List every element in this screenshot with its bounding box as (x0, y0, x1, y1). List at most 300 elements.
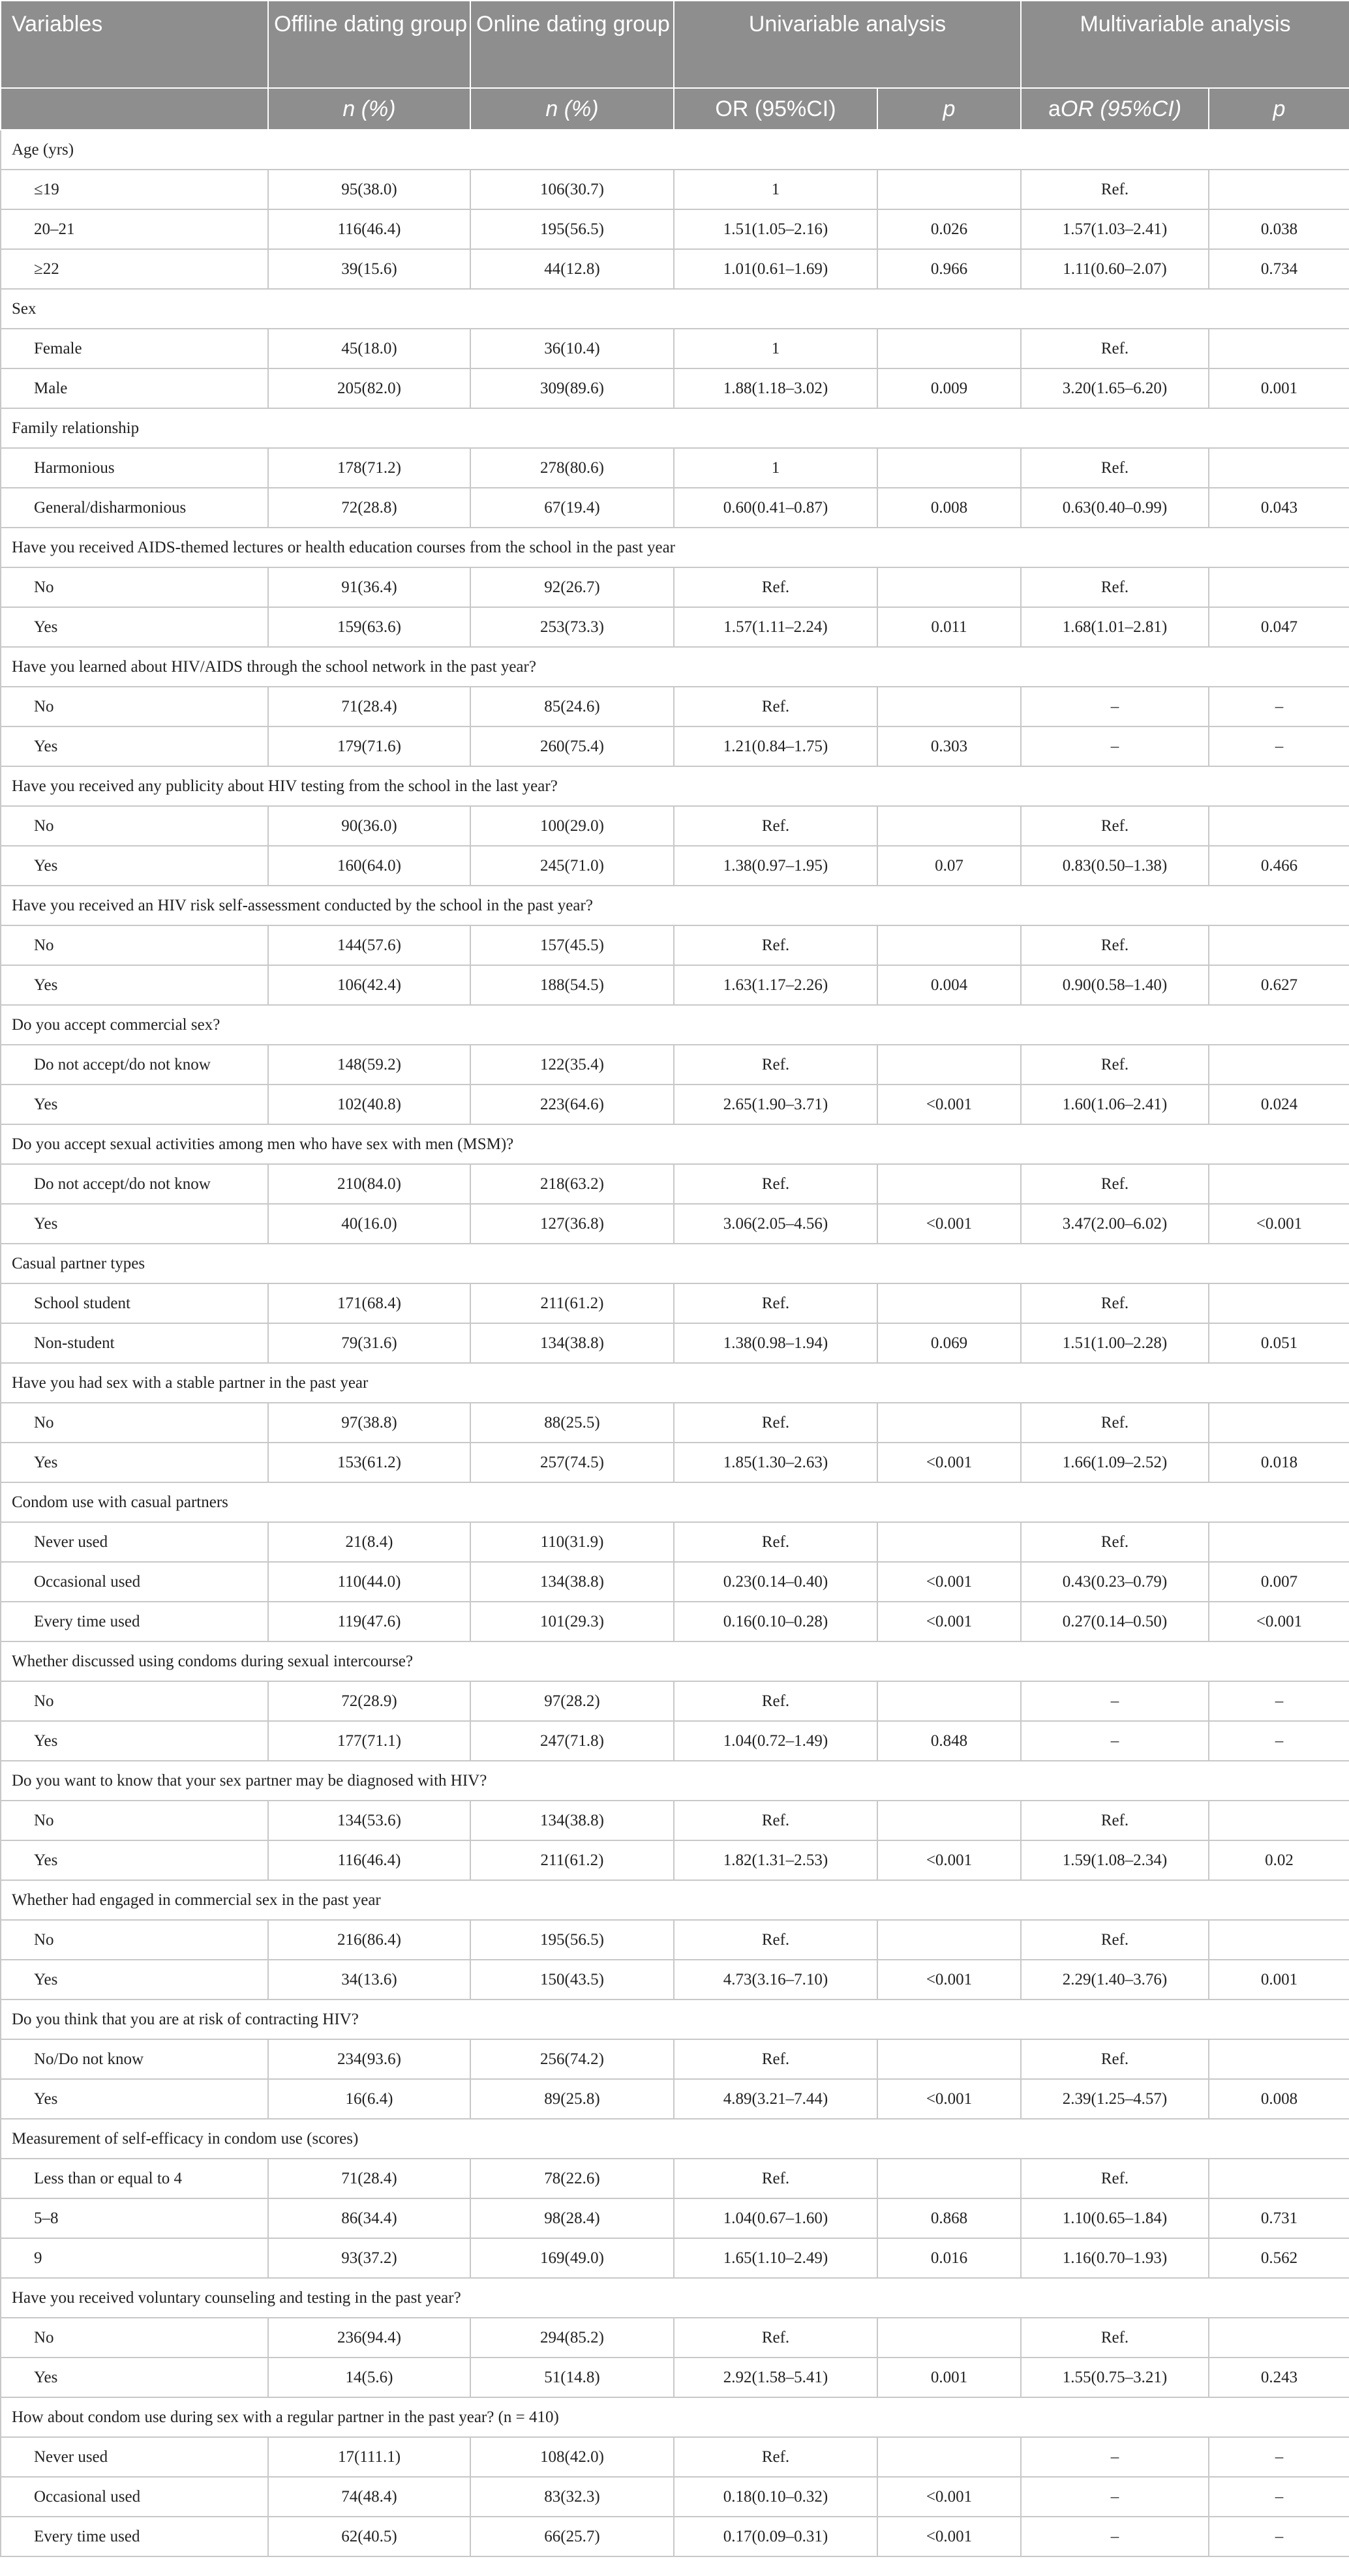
section-header-row (1, 1244, 1349, 1283)
aor-ci-cell: Ref. (1021, 806, 1209, 846)
or-ci-cell: 1.21(0.84–1.75) (674, 726, 877, 766)
header-offline-group: Offline dating group (268, 1, 470, 88)
aor-ci-cell: Ref. (1021, 2159, 1209, 2198)
section-title: Do you accept commercial sex? (1, 1005, 1349, 1045)
univariable-p-cell: 0.848 (877, 1721, 1021, 1761)
offline-n-pct-cell: 148(59.2) (268, 1045, 470, 1085)
or-ci-cell: Ref. (674, 1681, 877, 1721)
univariable-p-cell (877, 1681, 1021, 1721)
multivariable-p-cell (1209, 170, 1349, 209)
aor-ci-cell: Ref. (1021, 1801, 1209, 1840)
online-n-pct-cell: 100(29.0) (470, 806, 674, 846)
offline-n-pct-cell: 216(86.4) (268, 1920, 470, 1960)
aor-ci-cell: 0.63(0.40–0.99) (1021, 488, 1209, 528)
or-ci-cell: Ref. (674, 1164, 877, 1204)
offline-n-pct-cell: 116(46.4) (268, 1840, 470, 1880)
univariable-p-cell: 0.001 (877, 2358, 1021, 2397)
aor-ci-cell: 2.29(1.40–3.76) (1021, 1960, 1209, 1999)
univariable-p-cell: 0.868 (877, 2198, 1021, 2238)
category-label-cell: ≥22 (1, 249, 268, 289)
online-n-pct-cell: 122(35.4) (470, 1045, 674, 1085)
or-ci-cell: 1.63(1.17–2.26) (674, 965, 877, 1005)
or-ci-cell: 1.65(1.10–2.49) (674, 2238, 877, 2278)
table-row (1, 1085, 1349, 1124)
category-label-cell: Do not accept/do not know (1, 1045, 268, 1085)
aor-ci-cell: 1.16(0.70–1.93) (1021, 2238, 1209, 2278)
multivariable-p-cell: 0.043 (1209, 488, 1349, 528)
univariable-p-cell: <0.001 (877, 1840, 1021, 1880)
offline-n-pct-cell: 40(16.0) (268, 1204, 470, 1244)
section-header-row (1, 1880, 1349, 1920)
univariable-p-cell (877, 2437, 1021, 2477)
offline-n-pct-cell: 236(94.4) (268, 2318, 470, 2358)
section-header-row (1, 1124, 1349, 1164)
category-label-cell: Yes (1, 1204, 268, 1244)
category-label-cell: No (1, 567, 268, 607)
table-row (1, 567, 1349, 607)
online-n-pct-cell: 211(61.2) (470, 1840, 674, 1880)
table-row (1, 1323, 1349, 1363)
or-ci-cell: Ref. (674, 2318, 877, 2358)
table-row (1, 170, 1349, 209)
or-ci-cell: 1.51(1.05–2.16) (674, 209, 877, 249)
multivariable-p-cell (1209, 1920, 1349, 1960)
section-header-row (1, 408, 1349, 448)
table-header (1, 1, 1349, 130)
multivariable-p-cell (1209, 567, 1349, 607)
category-label-cell: School student (1, 1283, 268, 1323)
univariable-p-cell (877, 687, 1021, 726)
or-ci-cell: 1.82(1.31–2.53) (674, 1840, 877, 1880)
table-row (1, 846, 1349, 886)
section-title: Have you received voluntary counseling and testing in the past year? (1, 2278, 1349, 2318)
or-ci-cell: 1 (674, 329, 877, 368)
category-label-cell: Yes (1, 846, 268, 886)
offline-n-pct-cell: 106(42.4) (268, 965, 470, 1005)
offline-n-pct-cell: 62(40.5) (268, 2517, 470, 2556)
multivariable-p-cell: 0.018 (1209, 1443, 1349, 1482)
category-label-cell: Yes (1, 1721, 268, 1761)
section-header-row (1, 289, 1349, 329)
or-ci-cell: 1.01(0.61–1.69) (674, 249, 877, 289)
multivariable-p-cell (1209, 1522, 1349, 1562)
online-n-pct-cell: 67(19.4) (470, 488, 674, 528)
table-row (1, 607, 1349, 647)
univariable-p-cell (877, 2039, 1021, 2079)
univariable-p-cell: <0.001 (877, 1085, 1021, 1124)
offline-n-pct-cell: 144(57.6) (268, 925, 470, 965)
header-online-n-pct: n (%) (470, 88, 674, 130)
or-ci-cell: 1.04(0.67–1.60) (674, 2198, 877, 2238)
multivariable-p-cell: – (1209, 1681, 1349, 1721)
table-row (1, 2318, 1349, 2358)
table-row (1, 1045, 1349, 1085)
offline-n-pct-cell: 102(40.8) (268, 1085, 470, 1124)
univariable-p-cell (877, 567, 1021, 607)
table-row (1, 726, 1349, 766)
aor-ci-cell: Ref. (1021, 567, 1209, 607)
header-variables: Variables (1, 1, 268, 88)
table-row (1, 2079, 1349, 2119)
table-row (1, 448, 1349, 488)
univariable-p-cell (877, 329, 1021, 368)
online-n-pct-cell: 83(32.3) (470, 2477, 674, 2517)
or-ci-cell: Ref. (674, 2039, 877, 2079)
or-ci-cell: 1.85(1.30–2.63) (674, 1443, 877, 1482)
aor-ci-cell: Ref. (1021, 1164, 1209, 1204)
table-row (1, 2437, 1349, 2477)
aor-ci-cell: Ref. (1021, 170, 1209, 209)
online-n-pct-cell: 97(28.2) (470, 1681, 674, 1721)
category-label-cell: Male (1, 368, 268, 408)
offline-n-pct-cell: 171(68.4) (268, 1283, 470, 1323)
table-row (1, 488, 1349, 528)
header-offline-n-pct: n (%) (268, 88, 470, 130)
section-title: Measurement of self-efficacy in condom use (scores) (1, 2119, 1349, 2159)
univariable-p-cell (877, 806, 1021, 846)
online-n-pct-cell: 134(38.8) (470, 1562, 674, 1602)
table-row (1, 806, 1349, 846)
table-row (1, 1801, 1349, 1840)
section-title: Have you received an HIV risk self-assessment conducted by the school in the past year? (1, 886, 1349, 925)
aor-ci-cell: 1.66(1.09–2.52) (1021, 1443, 1209, 1482)
aor-ci-cell: Ref. (1021, 1283, 1209, 1323)
aor-ci-cell: – (1021, 687, 1209, 726)
or-ci-cell: 1.57(1.11–2.24) (674, 607, 877, 647)
online-n-pct-cell: 78(22.6) (470, 2159, 674, 2198)
online-n-pct-cell: 66(25.7) (470, 2517, 674, 2556)
aor-ci-cell: 1.59(1.08–2.34) (1021, 1840, 1209, 1880)
aor-ci-cell: 0.43(0.23–0.79) (1021, 1562, 1209, 1602)
multivariable-p-cell: – (1209, 687, 1349, 726)
univariable-p-cell: 0.07 (877, 846, 1021, 886)
category-label-cell: No (1, 1801, 268, 1840)
category-label-cell: No (1, 2318, 268, 2358)
online-n-pct-cell: 150(43.5) (470, 1960, 674, 1999)
category-label-cell: No/Do not know (1, 2039, 268, 2079)
univariable-p-cell: <0.001 (877, 1443, 1021, 1482)
online-n-pct-cell: 157(45.5) (470, 925, 674, 965)
univariable-p-cell (877, 2318, 1021, 2358)
online-n-pct-cell: 257(74.5) (470, 1443, 674, 1482)
table-row (1, 209, 1349, 249)
section-title: Age (yrs) (1, 130, 1349, 170)
univariable-p-cell (877, 925, 1021, 965)
table-row (1, 1443, 1349, 1482)
multivariable-p-cell: – (1209, 1721, 1349, 1761)
table-row (1, 2517, 1349, 2556)
multivariable-p-cell: – (1209, 2517, 1349, 2556)
offline-n-pct-cell: 153(61.2) (268, 1443, 470, 1482)
section-header-row (1, 886, 1349, 925)
online-n-pct-cell: 245(71.0) (470, 846, 674, 886)
multivariable-p-cell: 0.627 (1209, 965, 1349, 1005)
offline-n-pct-cell: 45(18.0) (268, 329, 470, 368)
section-title: Whether had engaged in commercial sex in the past year (1, 1880, 1349, 1920)
multivariable-p-cell (1209, 1403, 1349, 1443)
multivariable-p-cell: 0.001 (1209, 368, 1349, 408)
or-ci-cell: Ref. (674, 567, 877, 607)
online-n-pct-cell: 211(61.2) (470, 1283, 674, 1323)
univariable-p-cell: <0.001 (877, 1960, 1021, 1999)
or-ci-cell: 0.16(0.10–0.28) (674, 1602, 877, 1641)
multivariable-p-cell (1209, 925, 1349, 965)
offline-n-pct-cell: 17(111.1) (268, 2437, 470, 2477)
univariable-p-cell (877, 1403, 1021, 1443)
table-row (1, 925, 1349, 965)
offline-n-pct-cell: 16(6.4) (268, 2079, 470, 2119)
offline-n-pct-cell: 86(34.4) (268, 2198, 470, 2238)
offline-n-pct-cell: 159(63.6) (268, 607, 470, 647)
table-row (1, 1960, 1349, 1999)
aor-ci-cell: Ref. (1021, 1522, 1209, 1562)
univariable-p-cell: 0.011 (877, 607, 1021, 647)
aor-ci-cell: Ref. (1021, 925, 1209, 965)
univariable-p-cell: <0.001 (877, 1562, 1021, 1602)
table-row (1, 2039, 1349, 2079)
offline-n-pct-cell: 134(53.6) (268, 1801, 470, 1840)
section-header-row (1, 1761, 1349, 1801)
offline-n-pct-cell: 14(5.6) (268, 2358, 470, 2397)
online-n-pct-cell: 127(36.8) (470, 1204, 674, 1244)
category-label-cell: Less than or equal to 4 (1, 2159, 268, 2198)
offline-n-pct-cell: 97(38.8) (268, 1403, 470, 1443)
aor-ci-cell: 1.11(0.60–2.07) (1021, 249, 1209, 289)
category-label-cell: Non-student (1, 1323, 268, 1363)
multivariable-p-cell (1209, 2159, 1349, 2198)
univariable-p-cell: 0.026 (877, 209, 1021, 249)
header-multivariable: Multivariable analysis (1021, 1, 1349, 88)
univariable-p-cell (877, 1522, 1021, 1562)
online-n-pct-cell: 247(71.8) (470, 1721, 674, 1761)
section-title: Sex (1, 289, 1349, 329)
header-multivariable-p: p (1209, 88, 1349, 130)
table-row (1, 2238, 1349, 2278)
univariable-p-cell (877, 2159, 1021, 2198)
univariable-p-cell (877, 1164, 1021, 1204)
section-header-row (1, 766, 1349, 806)
or-ci-cell: Ref. (674, 2437, 877, 2477)
multivariable-p-cell: 0.731 (1209, 2198, 1349, 2238)
aor-ci-cell: Ref. (1021, 448, 1209, 488)
or-ci-cell: Ref. (674, 806, 877, 846)
offline-n-pct-cell: 110(44.0) (268, 1562, 470, 1602)
multivariable-p-cell (1209, 329, 1349, 368)
aor-ci-cell: Ref. (1021, 1403, 1209, 1443)
univariable-p-cell: <0.001 (877, 1602, 1021, 1641)
or-ci-cell: 0.18(0.10–0.32) (674, 2477, 877, 2517)
section-header-row (1, 1641, 1349, 1681)
section-header-row (1, 2278, 1349, 2318)
aor-ci-cell: – (1021, 2437, 1209, 2477)
multivariable-p-cell (1209, 1045, 1349, 1085)
aor-ci-cell: – (1021, 2517, 1209, 2556)
multivariable-p-cell: 0.051 (1209, 1323, 1349, 1363)
category-label-cell: Yes (1, 2358, 268, 2397)
section-title: Family relationship (1, 408, 1349, 448)
online-n-pct-cell: 256(74.2) (470, 2039, 674, 2079)
section-title: Have you had sex with a stable partner in the past year (1, 1363, 1349, 1403)
online-n-pct-cell: 92(26.7) (470, 567, 674, 607)
or-ci-cell: 3.06(2.05–4.56) (674, 1204, 877, 1244)
or-ci-cell: 1 (674, 448, 877, 488)
univariable-p-cell (877, 1920, 1021, 1960)
or-ci-cell: 2.65(1.90–3.71) (674, 1085, 877, 1124)
online-n-pct-cell: 309(89.6) (470, 368, 674, 408)
category-label-cell: ≤19 (1, 170, 268, 209)
or-ci-cell: Ref. (674, 925, 877, 965)
offline-n-pct-cell: 234(93.6) (268, 2039, 470, 2079)
online-n-pct-cell: 134(38.8) (470, 1801, 674, 1840)
aor-ci-cell: 1.10(0.65–1.84) (1021, 2198, 1209, 2238)
or-ci-cell: 4.89(3.21–7.44) (674, 2079, 877, 2119)
table-row (1, 1403, 1349, 1443)
multivariable-p-cell (1209, 2318, 1349, 2358)
aor-ci-cell: – (1021, 1721, 1209, 1761)
category-label-cell: Yes (1, 1085, 268, 1124)
section-title: Have you learned about HIV/AIDS through the school network in the past year? (1, 647, 1349, 687)
online-n-pct-cell: 36(10.4) (470, 329, 674, 368)
offline-n-pct-cell: 90(36.0) (268, 806, 470, 846)
table-row (1, 1164, 1349, 1204)
aor-ci-cell: – (1021, 2477, 1209, 2517)
online-n-pct-cell: 44(12.8) (470, 249, 674, 289)
univariable-p-cell: 0.966 (877, 249, 1021, 289)
online-n-pct-cell: 106(30.7) (470, 170, 674, 209)
or-ci-cell: Ref. (674, 1522, 877, 1562)
univariable-p-cell: 0.008 (877, 488, 1021, 528)
or-ci-cell: Ref. (674, 1403, 877, 1443)
header-aor-ci: aOR (95%CI) (1021, 88, 1209, 130)
offline-n-pct-cell: 74(48.4) (268, 2477, 470, 2517)
table-row (1, 687, 1349, 726)
aor-ci-cell: 3.47(2.00–6.02) (1021, 1204, 1209, 1244)
univariable-p-cell (877, 170, 1021, 209)
univariable-p-cell: <0.001 (877, 2517, 1021, 2556)
aor-ci-cell: Ref. (1021, 2039, 1209, 2079)
category-label-cell: Yes (1, 1960, 268, 1999)
offline-n-pct-cell: 119(47.6) (268, 1602, 470, 1641)
or-ci-cell: 0.60(0.41–0.87) (674, 488, 877, 528)
univariable-p-cell: 0.016 (877, 2238, 1021, 2278)
aor-ci-cell: 0.27(0.14–0.50) (1021, 1602, 1209, 1641)
online-n-pct-cell: 101(29.3) (470, 1602, 674, 1641)
or-ci-cell: Ref. (674, 2159, 877, 2198)
section-header-row (1, 1999, 1349, 2039)
table-row (1, 2358, 1349, 2397)
table-body (1, 130, 1349, 2556)
or-ci-cell: 4.73(3.16–7.10) (674, 1960, 877, 1999)
table-row (1, 2159, 1349, 2198)
table-row (1, 1204, 1349, 1244)
or-ci-cell: 2.92(1.58–5.41) (674, 2358, 877, 2397)
table-row (1, 1283, 1349, 1323)
multivariable-p-cell: 0.02 (1209, 1840, 1349, 1880)
offline-n-pct-cell: 178(71.2) (268, 448, 470, 488)
univariable-p-cell (877, 448, 1021, 488)
table-row (1, 249, 1349, 289)
aor-ci-cell: 2.39(1.25–4.57) (1021, 2079, 1209, 2119)
or-ci-cell: 1.04(0.72–1.49) (674, 1721, 877, 1761)
or-ci-cell: Ref. (674, 1283, 877, 1323)
category-label-cell: Do not accept/do not know (1, 1164, 268, 1204)
table-row (1, 1840, 1349, 1880)
category-label-cell: No (1, 1403, 268, 1443)
univariable-p-cell (877, 1283, 1021, 1323)
multivariable-p-cell: 0.734 (1209, 249, 1349, 289)
aor-ci-cell: – (1021, 1681, 1209, 1721)
section-header-row (1, 1005, 1349, 1045)
univariable-p-cell (877, 1045, 1021, 1085)
online-n-pct-cell: 169(49.0) (470, 2238, 674, 2278)
aor-ci-cell: Ref. (1021, 2318, 1209, 2358)
univariable-p-cell: 0.009 (877, 368, 1021, 408)
multivariable-p-cell: 0.038 (1209, 209, 1349, 249)
section-title: Do you want to know that your sex partner may be diagnosed with HIV? (1, 1761, 1349, 1801)
multivariable-p-cell (1209, 1283, 1349, 1323)
section-header-row (1, 647, 1349, 687)
online-n-pct-cell: 188(54.5) (470, 965, 674, 1005)
section-title: Casual partner types (1, 1244, 1349, 1283)
online-n-pct-cell: 98(28.4) (470, 2198, 674, 2238)
table-row (1, 1920, 1349, 1960)
multivariable-p-cell: 0.001 (1209, 1960, 1349, 1999)
header-empty (1, 88, 268, 130)
category-label-cell: No (1, 687, 268, 726)
category-label-cell: Yes (1, 726, 268, 766)
or-ci-cell: 1 (674, 170, 877, 209)
univariable-p-cell: 0.069 (877, 1323, 1021, 1363)
category-label-cell: Female (1, 329, 268, 368)
aor-ci-cell: 1.60(1.06–2.41) (1021, 1085, 1209, 1124)
offline-n-pct-cell: 93(37.2) (268, 2238, 470, 2278)
multivariable-p-cell (1209, 448, 1349, 488)
online-n-pct-cell: 218(63.2) (470, 1164, 674, 1204)
offline-n-pct-cell: 205(82.0) (268, 368, 470, 408)
table-row (1, 368, 1349, 408)
online-n-pct-cell: 134(38.8) (470, 1323, 674, 1363)
or-ci-cell: 0.23(0.14–0.40) (674, 1562, 877, 1602)
offline-n-pct-cell: 39(15.6) (268, 249, 470, 289)
header-online-group: Online dating group (470, 1, 674, 88)
section-title: Have you received any publicity about HIV testing from the school in the last year? (1, 766, 1349, 806)
category-label-cell: 9 (1, 2238, 268, 2278)
table-row (1, 1562, 1349, 1602)
category-label-cell: General/disharmonious (1, 488, 268, 528)
section-header-row (1, 130, 1349, 170)
or-ci-cell: Ref. (674, 687, 877, 726)
category-label-cell: Occasional used (1, 2477, 268, 2517)
offline-n-pct-cell: 34(13.6) (268, 1960, 470, 1999)
offline-n-pct-cell: 210(84.0) (268, 1164, 470, 1204)
or-ci-cell: 1.88(1.18–3.02) (674, 368, 877, 408)
section-title: Condom use with casual partners (1, 1482, 1349, 1522)
online-n-pct-cell: 294(85.2) (470, 2318, 674, 2358)
aor-ci-cell: 1.57(1.03–2.41) (1021, 209, 1209, 249)
multivariable-p-cell: 0.024 (1209, 1085, 1349, 1124)
table-row (1, 2198, 1349, 2238)
table-row (1, 329, 1349, 368)
aor-ci-cell: – (1021, 726, 1209, 766)
category-label-cell: Yes (1, 1443, 268, 1482)
online-n-pct-cell: 260(75.4) (470, 726, 674, 766)
table-row (1, 1681, 1349, 1721)
univariable-p-cell: <0.001 (877, 1204, 1021, 1244)
section-title: Have you received AIDS-themed lectures or health education courses from the school in the past year (1, 528, 1349, 567)
online-n-pct-cell: 195(56.5) (470, 1920, 674, 1960)
offline-n-pct-cell: 79(31.6) (268, 1323, 470, 1363)
category-label-cell: No (1, 925, 268, 965)
